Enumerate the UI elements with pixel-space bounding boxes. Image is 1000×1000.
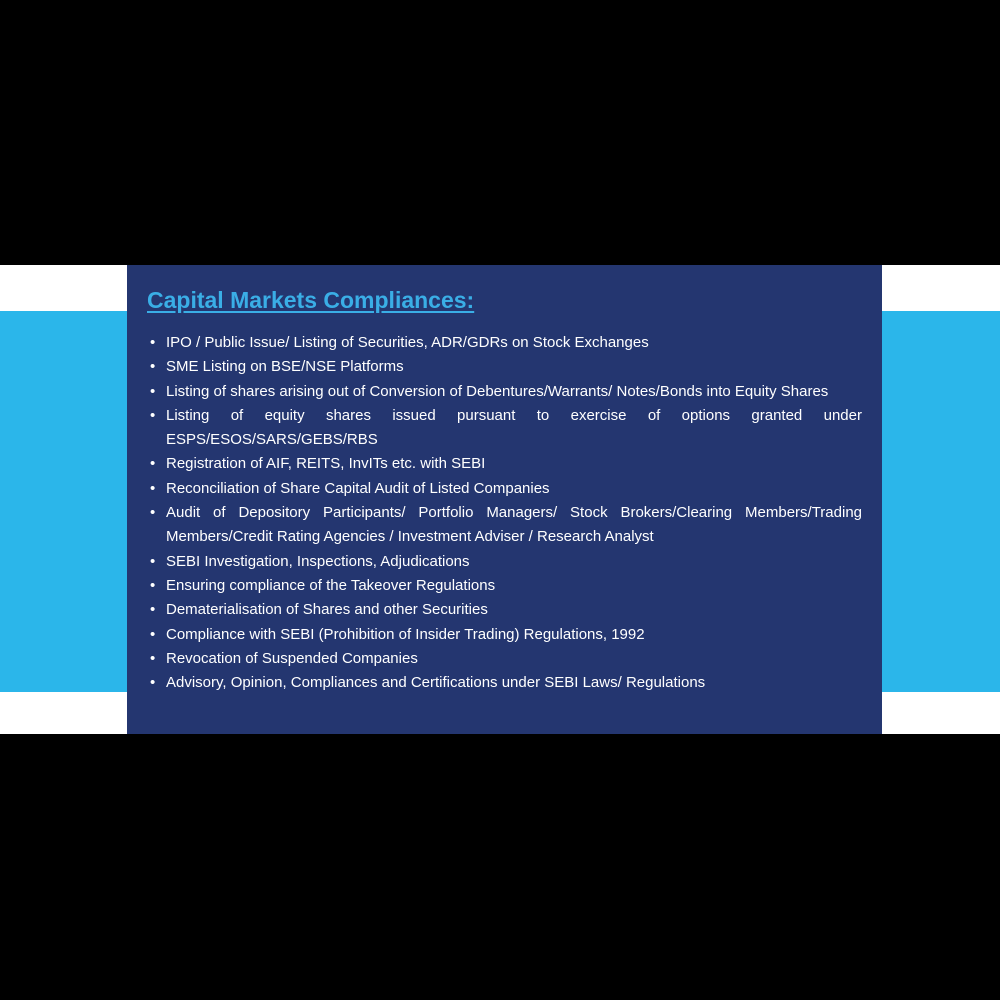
bullet-icon: • bbox=[150, 552, 156, 570]
list-item bbox=[147, 598, 862, 622]
list-item-text: IPO / Public Issue/ Listing of Securities, ADR/GDRs on Stock Exchanges bbox=[166, 334, 649, 351]
list-item-text: Dematerialisation of Shares and other Securities bbox=[166, 601, 488, 619]
list-item bbox=[147, 380, 862, 404]
list-item bbox=[147, 355, 862, 379]
list-item bbox=[147, 331, 862, 355]
list-item-text: Advisory, Opinion, Compliances and Certifications under SEBI Laws/ Regulations bbox=[166, 674, 706, 692]
compliance-list bbox=[147, 331, 862, 695]
list-item bbox=[147, 623, 862, 647]
list-item-text: Compliance with SEBI (Prohibition of Insider Trading) Regulations, 1992 bbox=[166, 625, 645, 643]
list-item bbox=[147, 550, 862, 574]
bullet-icon: • bbox=[150, 455, 156, 473]
bullet-icon: • bbox=[150, 504, 156, 522]
list-item-text: Audit of Depository Participants/ Portfolio Managers/ Stock Brokers/Clearing Members/Trading Members/Credit Rating Agencies / Investment Adviser / Research Analyst bbox=[166, 504, 862, 546]
list-item bbox=[147, 647, 862, 671]
list-item-text: SEBI Investigation, Inspections, Adjudications bbox=[166, 552, 470, 570]
list-item bbox=[147, 477, 862, 501]
bullet-icon: • bbox=[150, 382, 156, 400]
bullet-icon: • bbox=[150, 625, 156, 643]
list-item-text: Listing of equity shares issued pursuant to exercise of options granted under ESPS/ESOS/SARS/GEBS/RBS bbox=[166, 406, 862, 449]
list-item bbox=[147, 501, 862, 550]
list-item-text: Reconciliation of Share Capital Audit of Listed Companies bbox=[166, 479, 550, 497]
section-title: Capital Markets Compliances: bbox=[147, 287, 475, 313]
bullet-icon: • bbox=[150, 674, 156, 692]
content-panel bbox=[127, 265, 882, 734]
bullet-icon: • bbox=[150, 479, 156, 497]
bullet-icon: • bbox=[150, 576, 156, 594]
bullet-icon: • bbox=[150, 334, 156, 351]
bullet-icon: • bbox=[150, 601, 156, 619]
list-item-text: Listing of shares arising out of Conversion of Debentures/Warrants/ Notes/Bonds into Equity Shares bbox=[166, 382, 829, 400]
list-item bbox=[147, 404, 862, 453]
list-item bbox=[147, 574, 862, 598]
list-item bbox=[147, 452, 862, 476]
bullet-icon: • bbox=[150, 358, 156, 376]
bullet-icon: • bbox=[150, 649, 156, 667]
list-item-text: SME Listing on BSE/NSE Platforms bbox=[166, 358, 404, 376]
bullet-icon: • bbox=[150, 406, 156, 424]
list-item bbox=[147, 671, 862, 695]
list-item-text: Registration of AIF, REITS, InvITs etc. with SEBI bbox=[166, 455, 486, 473]
list-item-text: Revocation of Suspended Companies bbox=[166, 649, 418, 667]
list-item-text: Ensuring compliance of the Takeover Regulations bbox=[166, 576, 496, 594]
